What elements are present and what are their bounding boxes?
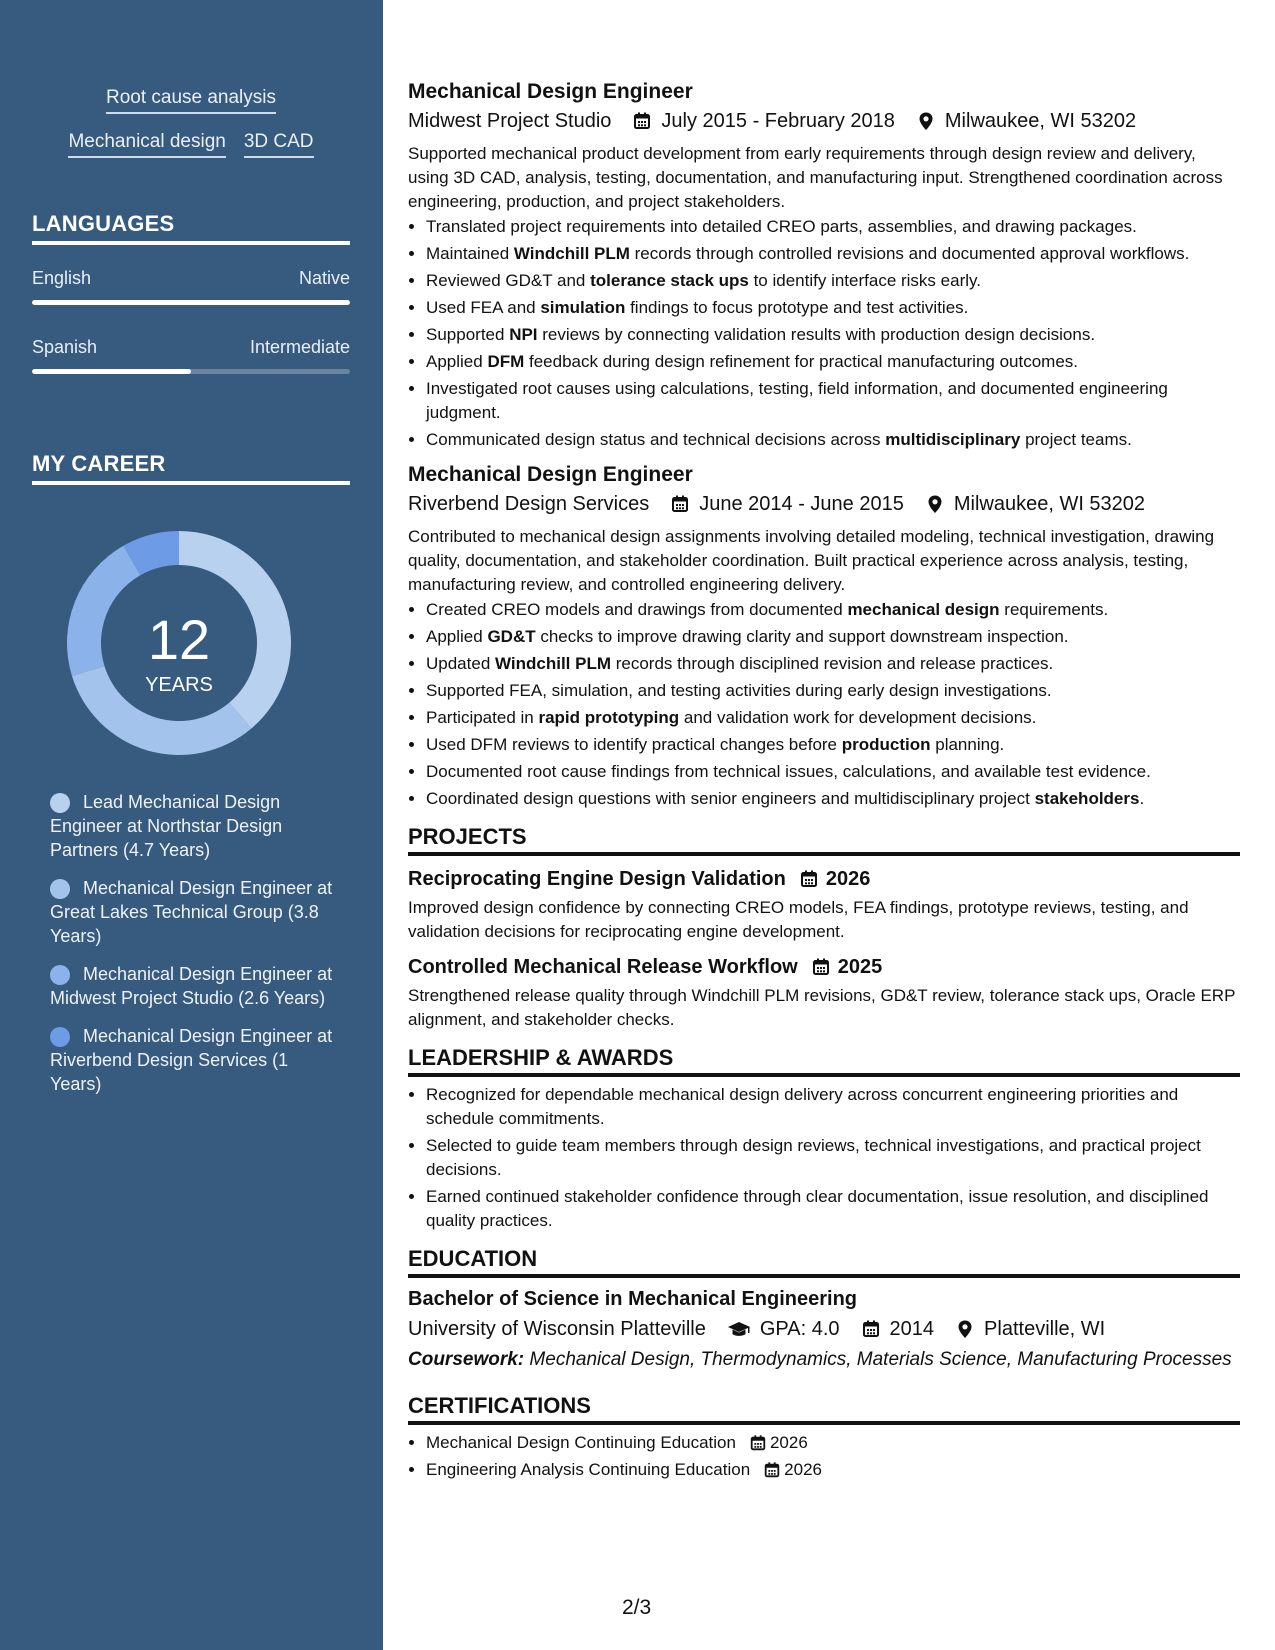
education-meta [408,1316,1240,1342]
certifications-heading: CERTIFICATIONS [408,1392,1240,1425]
career-item-label: Mechanical Design Engineer at Great Lakes Technical Group (3.8 Years) [50,878,333,946]
calendar-icon [762,1460,782,1480]
coursework [408,1348,1240,1372]
calendar-icon [748,1433,768,1453]
sidebar [0,0,383,1650]
career-heading: MY CAREER [32,451,350,485]
coursework-label: Coursework: [408,1349,525,1370]
career-years-number: 12 [147,608,211,671]
school-location: Platteville, WI [984,1318,1106,1340]
certification-item [426,1431,1240,1455]
job-location: Milwaukee, WI 53202 [944,110,1137,132]
career-legend-dot [50,965,70,985]
school-name: University of Wisconsin Platteville [408,1318,706,1340]
project-title: Controlled Mechanical Release Workflow [408,956,798,978]
skills-row-1 [32,86,350,114]
job-bullet: • Investigated root causes using calculations, testing, field information, and documented engineering judgment. [426,377,1240,425]
career-item [50,962,340,1010]
location-pin-icon [924,493,946,515]
main-content [408,78,1240,1485]
job-bullet: • Participated in rapid prototyping and validation work for development decisions. [426,706,1240,730]
job-dates: July 2015 - February 2018 [661,110,895,132]
skill-tag: 3D CAD [244,130,314,158]
skill-tag: Mechanical design [68,130,225,158]
language-spanish [32,337,350,374]
job-bullet: • Supported NPI reviews by connecting validation results with production design decisions. [426,323,1240,347]
leadership-item: • Selected to guide team members through design reviews, technical investigations, and practical project decisions. [426,1134,1240,1182]
job-bullets [408,215,1240,452]
job-bullets [408,598,1240,811]
location-pin-icon [915,110,937,132]
career-item [50,876,340,948]
leadership-item: • Recognized for dependable mechanical design delivery across concurrent engineering priorities and schedule commitments. [426,1083,1240,1131]
job-bullet: • Supported FEA, simulation, and testing activities during early design investigations. [426,679,1240,703]
career-donut-chart [67,531,291,755]
certifications-list [408,1431,1240,1482]
leadership-item: • Earned continued stakeholder confidence through clear documentation, issue resolution, and disciplined quality practices. [426,1185,1240,1233]
career-years-label: YEARS [145,674,213,696]
career-legend-dot [50,793,70,813]
certification-year: 2026 [784,1460,822,1479]
career-item [50,1024,340,1096]
gpa: GPA: 4.0 [759,1318,840,1340]
project-title-row [408,954,1240,980]
project-title-row [408,866,1240,892]
project-entry [408,954,1240,1032]
leadership-list [408,1083,1240,1233]
job-bullet: • Used DFM reviews to identify practical changes before production planning. [426,733,1240,757]
skills-row-2 [32,130,350,158]
degree-title: Bachelor of Science in Mechanical Engineering [408,1288,858,1310]
job-title: Mechanical Design Engineer [408,80,693,103]
education-heading: EDUCATION [408,1245,1240,1278]
project-entry [408,866,1240,944]
page-number: 2/3 [622,1596,652,1619]
language-level: Native [298,268,350,288]
career-legend-dot [50,1027,70,1047]
job-bullet: • Documented root cause findings from technical issues, calculations, and available test evidence. [426,760,1240,784]
job-entry [408,461,1240,811]
skill-tag: Root cause analysis [106,86,276,114]
certification-item [426,1458,1240,1482]
career-list [50,790,340,1110]
job-bullet: • Coordinated design questions with senior engineers and multidisciplinary project stakeholders. [426,787,1240,811]
project-year: 2025 [837,956,883,978]
job-location: Milwaukee, WI 53202 [953,493,1146,515]
job-bullet: • Updated Windchill PLM records through disciplined revision and release practices. [426,652,1240,676]
calendar-icon [860,1318,882,1340]
language-proficiency-fill [32,300,350,305]
job-entry [408,78,1240,452]
project-description: Strengthened release quality through Windchill PLM revisions, GD&T review, tolerance stack ups, Oracle ERP alignment, and stakeholder checks. [408,986,1236,1029]
job-bullet: • Applied GD&T checks to improve drawing clarity and support downstream inspection. [426,625,1240,649]
job-title: Mechanical Design Engineer [408,463,693,486]
certification-name: • Mechanical Design Continuing Education [426,1433,736,1452]
language-english [32,268,350,305]
language-proficiency-bar [32,369,350,374]
company-name: Riverbend Design Services [408,493,650,515]
calendar-icon [810,956,832,978]
language-proficiency-bar [32,300,350,305]
company-name: Midwest Project Studio [408,110,612,132]
job-summary: Contributed to mechanical design assignments involving detailed modeling, technical investigation, drawing quality, documentation, and stakeholder coordination. Built practical experience across analysis, testing, manufacturing review, and controlled engineering delivery. [408,527,1215,594]
language-name: Spanish [32,337,98,357]
job-meta [408,108,1240,134]
language-name: English [32,268,92,288]
project-year: 2026 [825,868,871,890]
career-legend-dot [50,879,70,899]
location-pin-icon [954,1318,976,1340]
certification-year: 2026 [769,1433,808,1452]
projects-heading: PROJECTS [408,823,1240,856]
job-bullet: • Used FEA and simulation findings to focus prototype and test activities. [426,296,1240,320]
graduation-year: 2014 [889,1318,935,1340]
career-item-label: Lead Mechanical Design Engineer at Northstar Design Partners (4.7 Years) [50,792,283,860]
languages-heading: LANGUAGES [32,211,350,245]
career-item [50,790,340,862]
calendar-icon [798,868,820,890]
career-donut-slice [67,546,140,676]
career-item-label: Mechanical Design Engineer at Midwest Project Studio (2.6 Years) [50,964,333,1008]
project-title: Reciprocating Engine Design Validation [408,868,786,890]
job-bullet: • Applied DFM feedback during design refinement for practical manufacturing outcomes. [426,350,1240,374]
language-level: Intermediate [249,337,350,357]
job-bullet: • Created CREO models and drawings from documented mechanical design requirements. [426,598,1240,622]
graduation-cap-icon [726,1318,752,1340]
leadership-heading: LEADERSHIP & AWARDS [408,1044,1240,1077]
language-proficiency-fill [32,369,191,374]
project-description: Improved design confidence by connecting CREO models, FEA findings, prototype reviews, testing, and validation decisions for reciprocating engine development. [408,898,1189,941]
career-donut-svg [67,531,291,755]
calendar-icon [631,110,653,132]
job-summary: Supported mechanical product development from early requirements through design review and delivery, using 3D CAD, analysis, testing, documentation, and manufacturing input. Strengthened coordination across engineering, production, and project stakeholders. [408,144,1223,211]
calendar-icon [669,493,691,515]
job-bullet: • Translated project requirements into detailed CREO parts, assemblies, and drawing packages. [426,215,1240,239]
job-bullet: • Maintained Windchill PLM records through controlled revisions and documented approval workflows. [426,242,1240,266]
certification-name: • Engineering Analysis Continuing Education [426,1460,751,1479]
job-bullet: • Reviewed GD&T and tolerance stack ups to identify interface risks early. [426,269,1240,293]
job-meta [408,491,1240,517]
job-bullet: • Communicated design status and technical decisions across multidisciplinary project teams. [426,428,1240,452]
coursework-list: Mechanical Design, Thermodynamics, Materials Science, Manufacturing Processes [529,1349,1232,1370]
career-item-label: Mechanical Design Engineer at Riverbend Design Services (1 Years) [50,1026,333,1094]
job-dates: June 2014 - June 2015 [699,493,904,515]
